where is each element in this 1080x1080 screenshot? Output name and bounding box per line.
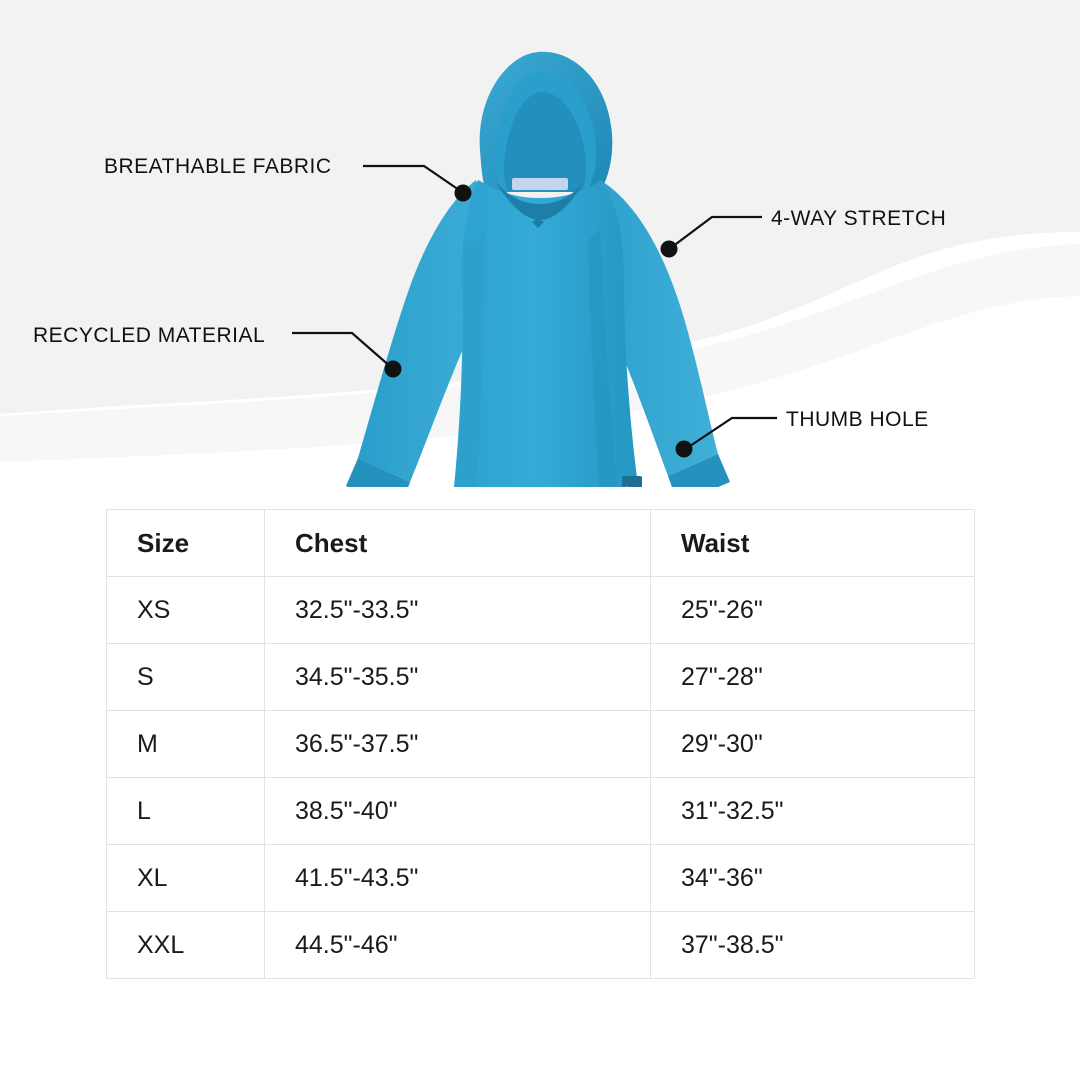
- cell-waist: 37"-38.5": [651, 912, 975, 979]
- cell-chest: 34.5"-35.5": [265, 644, 651, 711]
- column-header-chest: Chest: [265, 510, 651, 577]
- table-row: [107, 845, 975, 912]
- size-chart-table: [106, 509, 975, 979]
- cell-chest: 36.5"-37.5": [265, 711, 651, 778]
- cell-waist: 29"-30": [651, 711, 975, 778]
- cell-size: L: [107, 778, 265, 845]
- cell-waist: 31"-32.5": [651, 778, 975, 845]
- cell-chest: 38.5"-40": [265, 778, 651, 845]
- cell-chest: 44.5"-46": [265, 912, 651, 979]
- table-header-row: [107, 510, 975, 577]
- callout-label-recycled-material: RECYCLED MATERIAL: [33, 324, 266, 347]
- cell-size: XS: [107, 577, 265, 644]
- cell-size: XL: [107, 845, 265, 912]
- cell-waist: 25"-26": [651, 577, 975, 644]
- table-row: [107, 912, 975, 979]
- column-header-size: Size: [107, 510, 265, 577]
- callout-label-thumb-hole: THUMB HOLE: [786, 408, 929, 431]
- table-row: [107, 711, 975, 778]
- product-illustration: [300, 30, 780, 540]
- cell-size: XXL: [107, 912, 265, 979]
- cell-chest: 32.5"-33.5": [265, 577, 651, 644]
- table-row: [107, 577, 975, 644]
- cell-chest: 41.5"-43.5": [265, 845, 651, 912]
- size-chart-panel: [84, 487, 996, 1001]
- cell-size: S: [107, 644, 265, 711]
- table-row: [107, 644, 975, 711]
- column-header-waist: Waist: [651, 510, 975, 577]
- callout-label-four-way-stretch: 4-WAY STRETCH: [771, 207, 947, 230]
- cell-waist: 34"-36": [651, 845, 975, 912]
- cell-size: M: [107, 711, 265, 778]
- table-row: [107, 778, 975, 845]
- cell-waist: 27"-28": [651, 644, 975, 711]
- callout-label-breathable-fabric: BREATHABLE FABRIC: [104, 155, 332, 178]
